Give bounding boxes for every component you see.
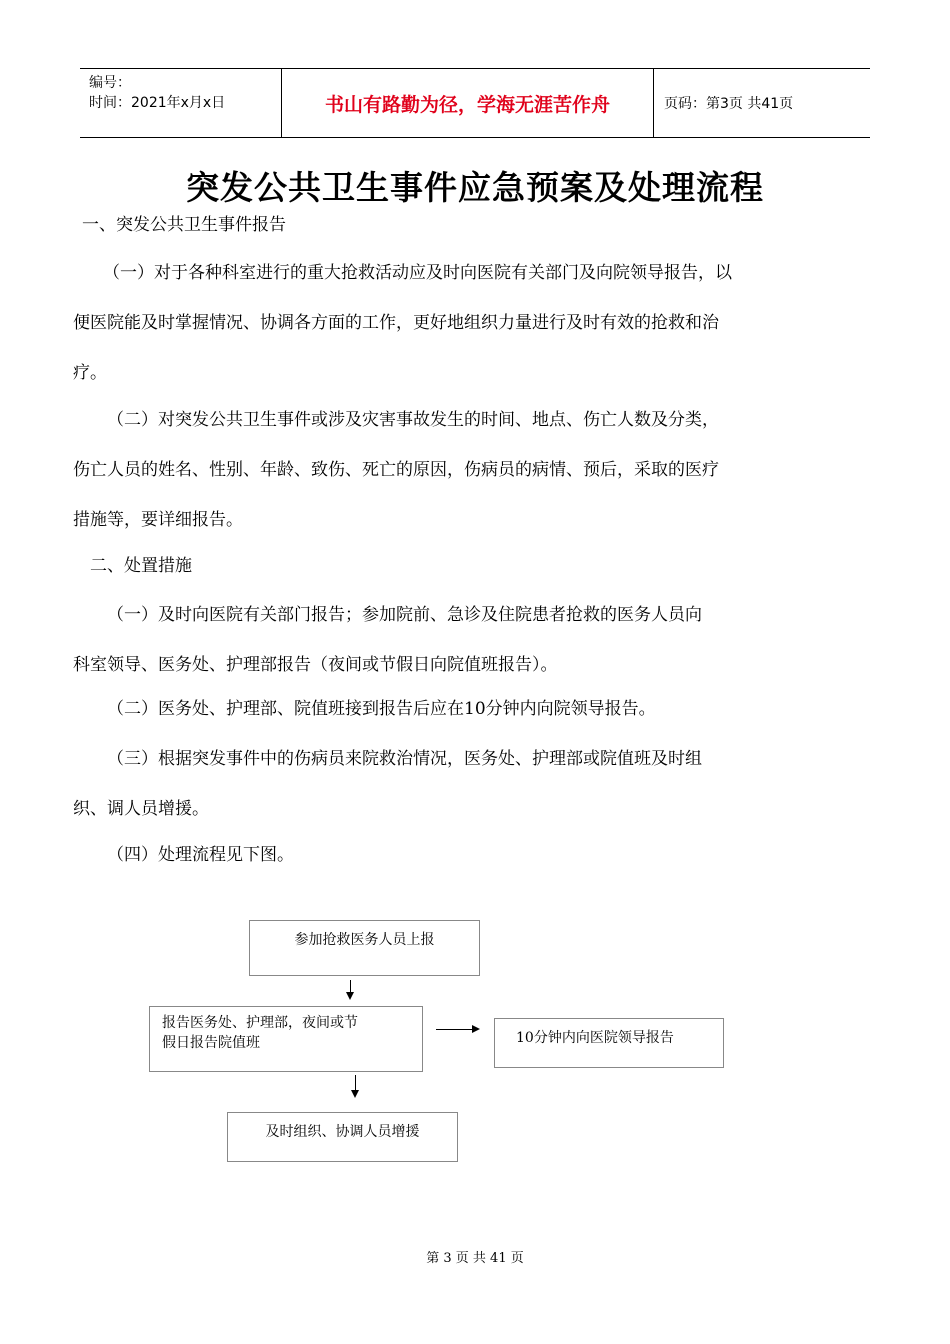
flow-box-organize-support-text: 及时组织、协调人员增援: [265, 1124, 420, 1140]
arrow-line-1: [350, 980, 351, 992]
paragraph-1-line-2: 便医院能及时掌握情况、协调各方面的工作，更好地组织力量进行及时有效的抢救和治: [73, 313, 719, 333]
paragraph-1-line-1: （一）对于各种科室进行的重大抢救活动应及时向医院有关部门及向院领导报告，以: [103, 263, 732, 283]
header-table: [80, 68, 870, 138]
flow-box-report-by-staff: [249, 920, 480, 976]
paragraph-3-line-1: （一）及时向医院有关部门报告；参加院前、急诊及住院患者抢救的医务人员向: [107, 605, 702, 625]
arrow-line-2: [436, 1029, 472, 1030]
paragraph-6-line-1: （四）处理流程见下图。: [107, 845, 294, 865]
paragraph-2-line-1: （二）对突发公共卫生事件或涉及灾害事故发生的时间、地点、伤亡人数及分类，: [107, 410, 719, 430]
paragraph-5-line-1: （三）根据突发事件中的伤病员来院救治情况，医务处、护理部或院值班及时组: [107, 749, 702, 769]
paragraph-1-line-3: 疗。: [73, 363, 107, 383]
section1-heading: 一、突发公共卫生事件报告: [82, 215, 286, 235]
flow-box-report-leaders: [494, 1018, 724, 1068]
flow-box-report-departments-line-2: 假日报告院值班: [162, 1035, 260, 1051]
arrow-right-icon: [472, 1025, 480, 1033]
document-title: 突发公共卫生事件应急预案及处理流程: [186, 168, 764, 207]
header-page-info: 页码：第3页 共41页: [664, 96, 794, 112]
paragraph-3-line-2: 科室领导、医务处、护理部报告（夜间或节假日向院值班报告）。: [73, 655, 558, 675]
flow-box-report-departments-line-1: 报告医务处、护理部，夜间或节: [162, 1015, 358, 1031]
page-footer: 第 3 页 共 41 页: [426, 1251, 524, 1266]
document-time-label: 时间：2021年x月x日: [89, 95, 226, 111]
arrow-line-3: [355, 1075, 356, 1090]
paragraph-2-line-3: 措施等，要详细报告。: [73, 510, 243, 530]
header-info-cell: [80, 69, 282, 137]
header-motto: 书山有路勤为径，学海无涯苦作舟: [282, 69, 654, 137]
arrow-down-icon: [351, 1090, 359, 1098]
arrow-down-icon: [346, 992, 354, 1000]
paragraph-2-line-2: 伤亡人员的姓名、性别、年龄、致伤、死亡的原因，伤病员的病情、预后，采取的医疗: [73, 460, 719, 480]
document-number-label: 编号：: [89, 75, 131, 91]
flow-box-organize-support: [227, 1112, 458, 1162]
flow-box-report-departments: [149, 1006, 423, 1072]
flow-box-report-leaders-text: 10分钟内向医院领导报告: [516, 1030, 674, 1046]
paragraph-5-line-2: 织、调人员增援。: [73, 799, 209, 819]
flow-box-report-by-staff-text: 参加抢救医务人员上报: [294, 932, 435, 948]
paragraph-4-line-1: （二）医务处、护理部、院值班接到报告后应在10分钟内向院领导报告。: [107, 699, 656, 719]
section2-heading: 二、处置措施: [90, 556, 192, 576]
